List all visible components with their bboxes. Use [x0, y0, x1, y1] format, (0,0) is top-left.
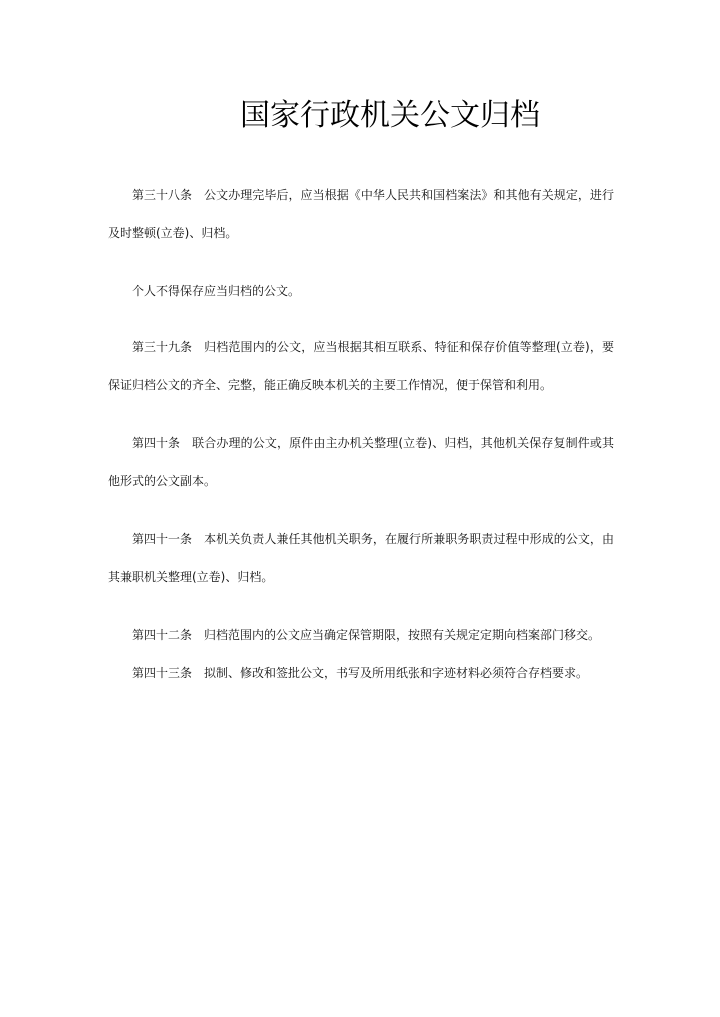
paragraph-article-42 [108, 616, 614, 654]
article-number: 第四十二条 [132, 628, 193, 642]
paragraph-article-41 [108, 520, 614, 596]
paragraph-article-39 [108, 328, 614, 404]
paragraph-text: 个人不得保存应当归档的公文。 [132, 284, 301, 298]
paragraph-text: 拟制、修改和签批公文，书写及所用纸张和字迹材料必须符合存档要求。 [204, 666, 589, 680]
paragraph-text: 归档范围内的公文，应当根据其相互联系、特征和保存价值等整理(立卷)，要保证归档公文的齐全、完整，能正确反映本机关的主要工作情况，便于保管和利用。 [108, 340, 614, 392]
document-title: 国家行政机关公文归档 [240, 98, 540, 133]
article-number: 第四十一条 [132, 532, 193, 546]
article-number: 第三十九条 [132, 340, 193, 354]
document-body [108, 176, 614, 692]
paragraph-text: 联合办理的公文，原件由主办机关整理(立卷)、归档，其他机关保存复制件或其他形式的公文副本。 [108, 436, 614, 488]
paragraph-personal [108, 272, 614, 310]
paragraph-text: 公文办理完毕后，应当根据《中华人民共和国档案法》和其他有关规定，进行及时整顿(立卷)、归档。 [108, 188, 614, 240]
paragraph-text: 归档范围内的公文应当确定保管期限，按照有关规定定期向档案部门移交。 [204, 628, 601, 642]
paragraph-article-38 [108, 176, 614, 252]
article-number: 第四十三条 [132, 666, 193, 680]
paragraph-article-40 [108, 424, 614, 500]
paragraph-article-43 [108, 654, 614, 692]
paragraph-text: 本机关负责人兼任其他机关职务，在履行所兼职务职责过程中形成的公文，由其兼职机关整理(立卷)、归档。 [108, 532, 614, 584]
article-number: 第四十条 [132, 436, 181, 450]
article-number: 第三十八条 [132, 188, 193, 202]
